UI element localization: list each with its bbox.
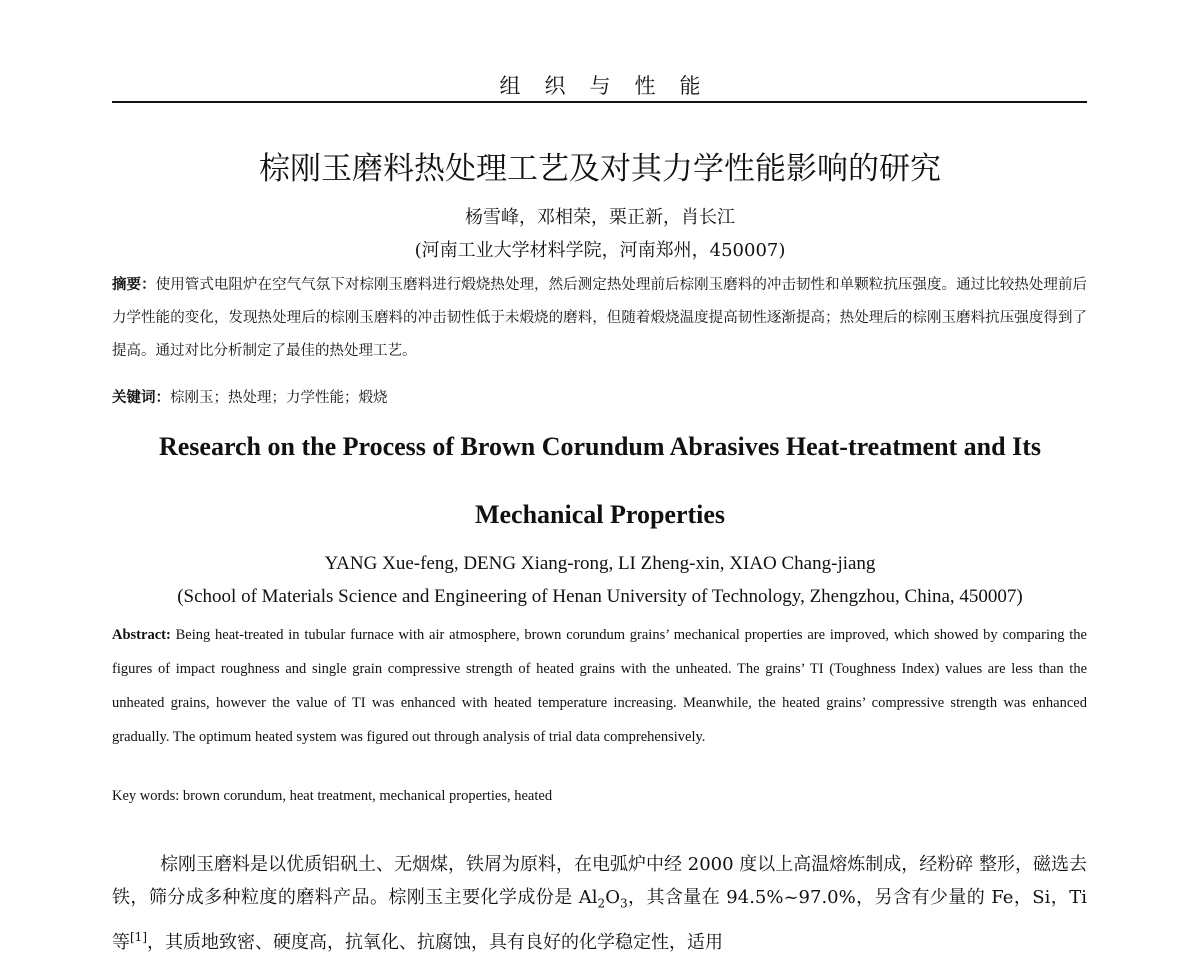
paper-title-en-line2: Mechanical Properties [474,500,726,529]
header-rule [112,101,1087,103]
authors-cn: 杨雪峰，邓相荣，栗正新，肖长江 [465,207,735,228]
body-paragraph [112,848,1087,959]
keywords-cn-text: 棕刚玉；热处理；力学性能；煅烧 [170,390,388,406]
keywords-en: Key words: brown corundum, heat treatment, mechanical properties, heated [112,788,553,804]
citation-ref[interactable]: [1] [130,929,147,944]
body-text-part3: ，其含量在 94.5%~97.0%，另含有少量的 Fe，Si，Ti 等 [112,887,1087,953]
abstract-cn [112,268,1087,368]
body-text-part1: 棕刚玉磨料是以优质铝矾土、无烟煤，铁屑为原料，在电弧炉中经 2000 度以上高温熔炼制成，经粉碎 整形，磁选去铁，筛分成多种粒度的磨料产品。棕刚玉主要化学成份是 Al [112,854,1087,908]
affiliation-en: (School of Materials Science and Engineering of Henan University of Technology, Zhengzhou, China, 450007) [177,586,1023,607]
paper-title-cn: 棕刚玉磨料热处理工艺及对其力学性能影响的研究 [259,151,941,187]
body-text-part4: ，其质地致密、硬度高，抗氧化、抗腐蚀，具有良好的化学稳定性，适用 [147,931,723,953]
keywords-cn-label: 关键词： [112,389,170,406]
subscript-o: 3 [619,896,628,911]
abstract-cn-label: 摘要： [112,276,156,293]
abstract-en-text: Being heat-treated in tubular furnace with air atmosphere, brown corundum grains’ mechanical properties are improved, which showed by comparing the figures of impact roughness and single grain compressive strength of heated grains with the unheated. The grains’ TI (Toughness Index) values are less than the unheated grains, however the value of TI was enhanced with heated temperature increasing. Meanwhile, the heated grains’ compressive strength was enhanced gradually. The optimum heated system was figured out through analysis of trial data comprehensively. [112,627,1087,745]
abstract-en-label: Abstract: [112,627,171,643]
abstract-en [112,618,1087,754]
paper-title-en-line1: Research on the Process of Brown Corundum Abrasives Heat-treatment and Its [158,432,1042,461]
affiliation-cn: (河南工业大学材料学院，河南郑州，450007) [414,240,786,261]
journal-section-header: 组织与性能 [499,74,725,98]
keywords-cn [112,386,388,407]
body-text-part2: O [605,887,620,908]
authors-en: YANG Xue-feng, DENG Xiang-rong, LI Zheng-xin, XIAO Chang-jiang [324,553,876,574]
abstract-cn-text: 使用管式电阻炉在空气气氛下对棕刚玉磨料进行煅烧热处理，然后测定热处理前后棕刚玉磨料的冲击韧性和单颗粒抗压强度。通过比较热处理前后力学性能的变化，发现热处理后的棕刚玉磨料的冲击韧性低于未煅烧的磨料，但随着煅烧温度提高韧性逐渐提高；热处理后的棕刚玉磨料抗压强度得到了提高。通过对比分析制定了最佳的热处理工艺。 [112,277,1088,359]
subscript-al: 2 [597,896,606,911]
